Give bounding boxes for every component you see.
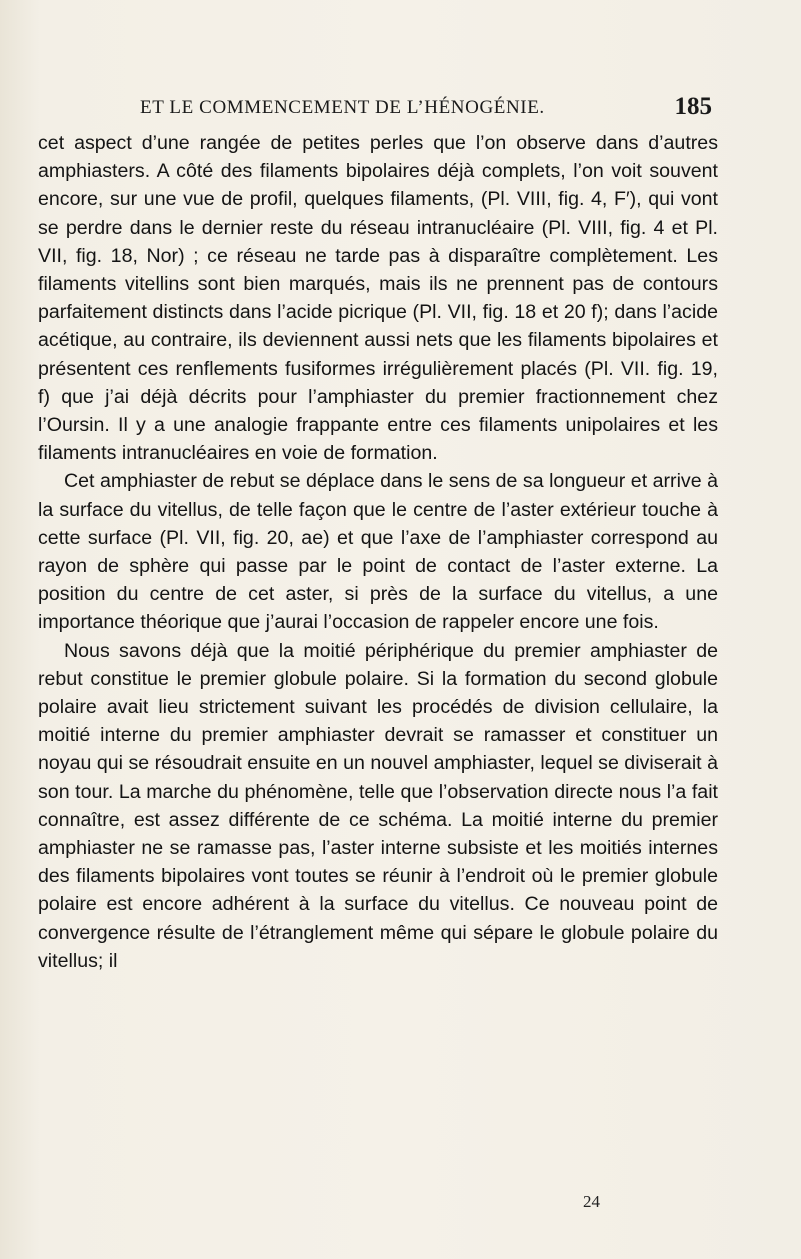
paragraph: Nous savons déjà que la moitié périphérique du premier amphiaster de rebut constitue le premier globule polaire. Si la formation du second globule polaire avait lieu strictement suivant les procédés de division cellulaire, la moitié interne du premier amphiaster devrait se ramasser et constituer un noyau qui se résoudrait ensuite en un nouvel amphiaster, lequel se diviserait à son tour. La marche du phénomène, telle que l’observation directe nous l’a fait connaître, est assez différente de ce schéma. La moitié interne du premier amphiaster ne se ramasse pas, l’aster interne subsiste et les moitiés internes des filaments bipolaires vont toutes se réunir à l’endroit où le premier globule polaire est encore adhérent à la surface du vitellus. Ce nouveau point de convergence résulte de l’étranglement même qui sépare le globule polaire du vitellus; il (38, 639, 718, 972)
page-number: 185 (674, 93, 712, 120)
body-text (38, 129, 718, 975)
paragraph: cet aspect d’une rangée de petites perles que l’on observe dans d’autres amphiasters. A côté des filaments bipolaires déjà complets, l’on voit souvent encore, sur une vue de profil, quelques filaments, (Pl. VIII, fig. 4, F′), qui vont se perdre dans le dernier reste du réseau intranucléaire (Pl. VIII, fig. 4 et Pl. VII, fig. 18, Nor) ; ce réseau ne tarde pas à disparaître complètement. Les filaments vitellins sont bien marqués, mais ils ne prennent pas de contours parfaitement distincts dans l’acide picrique (Pl. VII, fig. 18 et 20 f); dans l’acide acétique, au contraire, ils deviennent aussi nets que les filaments bipolaires et présentent ces renflements fusiformes irrégulièrement placés (Pl. VII. fig. 19, f) que j’ai déjà décrits pour l’amphiaster du premier fractionnement chez l’Oursin. Il y a une analogie frappante entre ces filaments unipolaires et les filaments intranucléaires en voie de formation. (38, 132, 718, 465)
paragraph: Cet amphiaster de rebut se déplace dans le sens de sa longueur et arrive à la surface du vitellus, de telle façon que le centre de l’aster extérieur touche à cette surface (Pl. VII, fig. 20, ae) et que l’axe de l’amphiaster correspond au rayon de sphère qui passe par le point de contact de l’aster externe. La position du centre de cet aster, si près de la surface du vitellus, a une importance théorique que j’aurai l’occasion de rappeler encore une fois. (38, 470, 718, 634)
running-title: ET LE COMMENCEMENT DE L’HÉNOGÉNIE. (140, 97, 545, 118)
signature-mark: 24 (583, 1192, 600, 1211)
page-header (140, 93, 712, 129)
